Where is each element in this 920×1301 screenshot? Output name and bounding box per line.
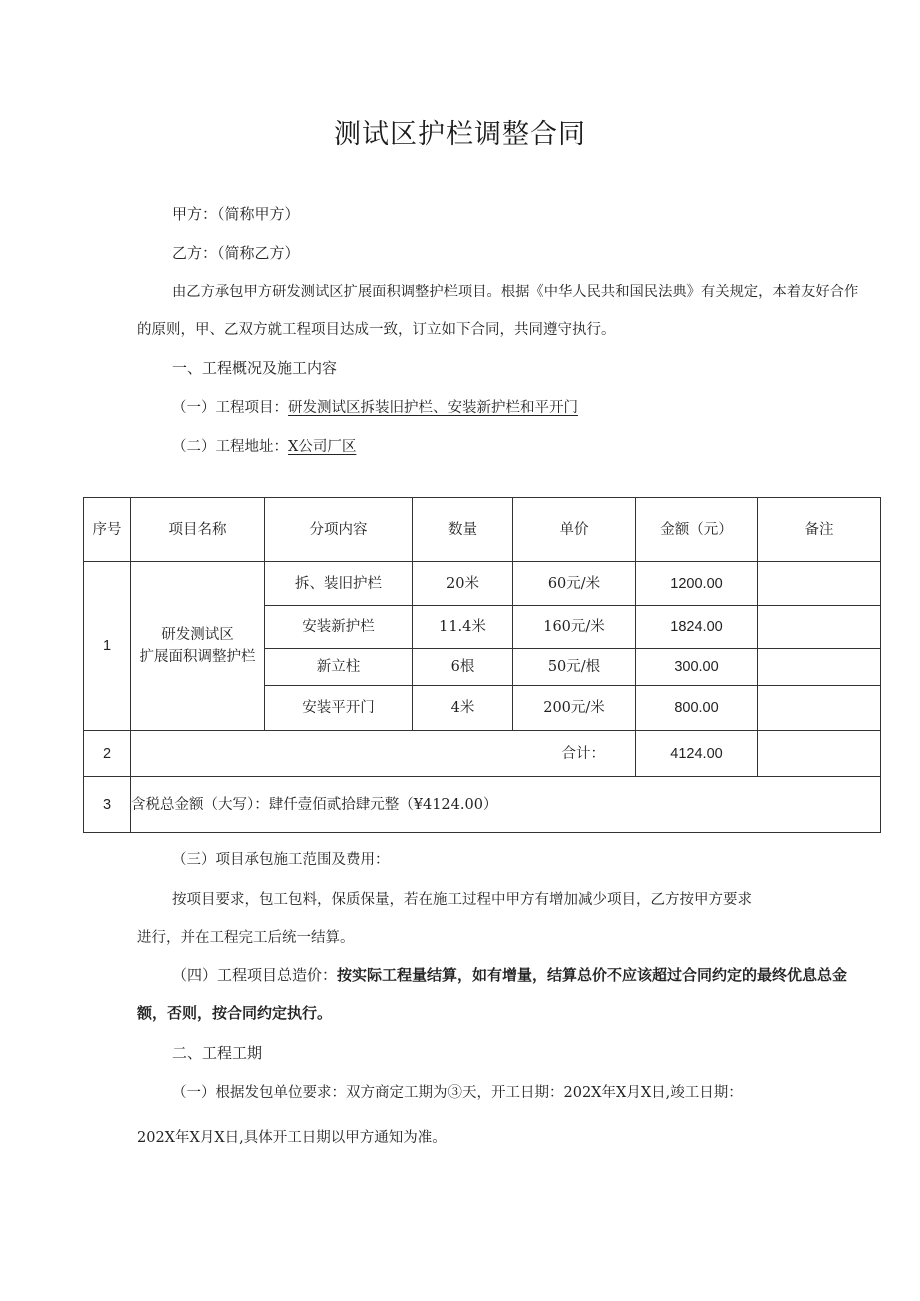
header-content: 分项内容 xyxy=(265,498,413,562)
item-amount: 1824.00 xyxy=(636,606,758,649)
table-row xyxy=(84,562,881,606)
party-b: 乙方：（简称乙方） xyxy=(172,244,300,262)
item-content: 安装新护栏 xyxy=(265,606,413,649)
section-1-heading: 一、工程概况及施工内容 xyxy=(172,359,338,377)
grand-total-text: 含税总金额（大写）：肆仟壹佰贰拾肆元整（¥4124.00） xyxy=(131,777,881,833)
section-1-4-label: （四）工程项目总造价： xyxy=(172,966,338,984)
item-content: 新立柱 xyxy=(265,649,413,686)
section-2-line-1: （一）根据发包单位要求：双方商定工期为③天，开工日期：202X年X月X日,竣工日期： xyxy=(172,1085,743,1101)
header-qty: 数量 xyxy=(413,498,513,562)
total-value: 4124.00 xyxy=(636,731,758,777)
project-value: 研发测试区拆装旧护栏、安装新护栏和平开门 xyxy=(288,400,578,416)
item-qty: 20米 xyxy=(413,562,513,606)
item-price: 50元/根 xyxy=(513,649,636,686)
row-index: 1 xyxy=(84,562,131,731)
item-price: 60元/米 xyxy=(513,562,636,606)
item-price: 200元/米 xyxy=(513,686,636,731)
item-amount: 800.00 xyxy=(636,686,758,731)
project-label: （一）工程项目： xyxy=(172,400,288,416)
item-note xyxy=(758,606,881,649)
header-price: 单价 xyxy=(513,498,636,562)
item-note xyxy=(758,686,881,731)
intro-line-2: 的原则，甲、乙双方就工程项目达成一致，订立如下合同，共同遵守执行。 xyxy=(137,322,616,338)
item-note xyxy=(758,649,881,686)
intro-line-1: 由乙方承包甲方研发测试区扩展面积调整护栏项目。根据《中华人民共和国民法典》有关规定，本着友好合作 xyxy=(172,284,859,300)
item-amount: 300.00 xyxy=(636,649,758,686)
grand-total-row xyxy=(84,777,881,833)
header-note: 备注 xyxy=(758,498,881,562)
address-value: X公司厂区 xyxy=(288,439,357,455)
total-row xyxy=(84,731,881,777)
item-content: 安装平开门 xyxy=(265,686,413,731)
section-1-4-text-1: 按实际工程量结算，如有增量，结算总价不应该超过合同约定的最终优息总金 xyxy=(337,966,848,984)
section-2-heading: 二、工程工期 xyxy=(172,1044,263,1062)
address-label: （二）工程地址： xyxy=(172,439,288,455)
total-label: 合计： xyxy=(131,731,636,777)
item-content: 拆、装旧护栏 xyxy=(265,562,413,606)
party-a: 甲方：（简称甲方） xyxy=(172,205,300,223)
section-1-4-text-2: 额，否则，按合同约定执行。 xyxy=(137,1004,333,1022)
header-amount: 金额（元） xyxy=(636,498,758,562)
project-line xyxy=(172,396,578,417)
section-1-4-line-1 xyxy=(172,964,847,985)
page-title: 测试区护栏调整合同 xyxy=(334,119,586,150)
total-note xyxy=(758,731,881,777)
address-line xyxy=(172,435,356,456)
row-index: 2 xyxy=(84,731,131,777)
table-header-row xyxy=(84,498,881,562)
item-qty: 4米 xyxy=(413,686,513,731)
section-1-3-line-1: 按项目要求，包工包料，保质保量，若在施工过程中甲方有增加减少项目，乙方按甲方要求 xyxy=(172,892,752,908)
row-index: 3 xyxy=(84,777,131,833)
project-name-line-1: 研发测试区 xyxy=(161,627,234,643)
section-2-line-2: 202X年X月X日,具体开工日期以甲方通知为准。 xyxy=(137,1130,447,1146)
project-name-line-2: 扩展面积调整护栏 xyxy=(139,649,256,665)
project-name-cell xyxy=(131,562,265,731)
header-name: 项目名称 xyxy=(131,498,265,562)
item-qty: 11.4米 xyxy=(413,606,513,649)
item-qty: 6根 xyxy=(413,649,513,686)
item-note xyxy=(758,562,881,606)
section-1-3-line-2: 进行，并在工程完工后统一结算。 xyxy=(137,930,355,946)
item-amount: 1200.00 xyxy=(636,562,758,606)
header-index: 序号 xyxy=(84,498,131,562)
section-1-3-heading: （三）项目承包施工范围及费用： xyxy=(172,852,390,868)
item-price: 160元/米 xyxy=(513,606,636,649)
items-table xyxy=(83,497,881,833)
